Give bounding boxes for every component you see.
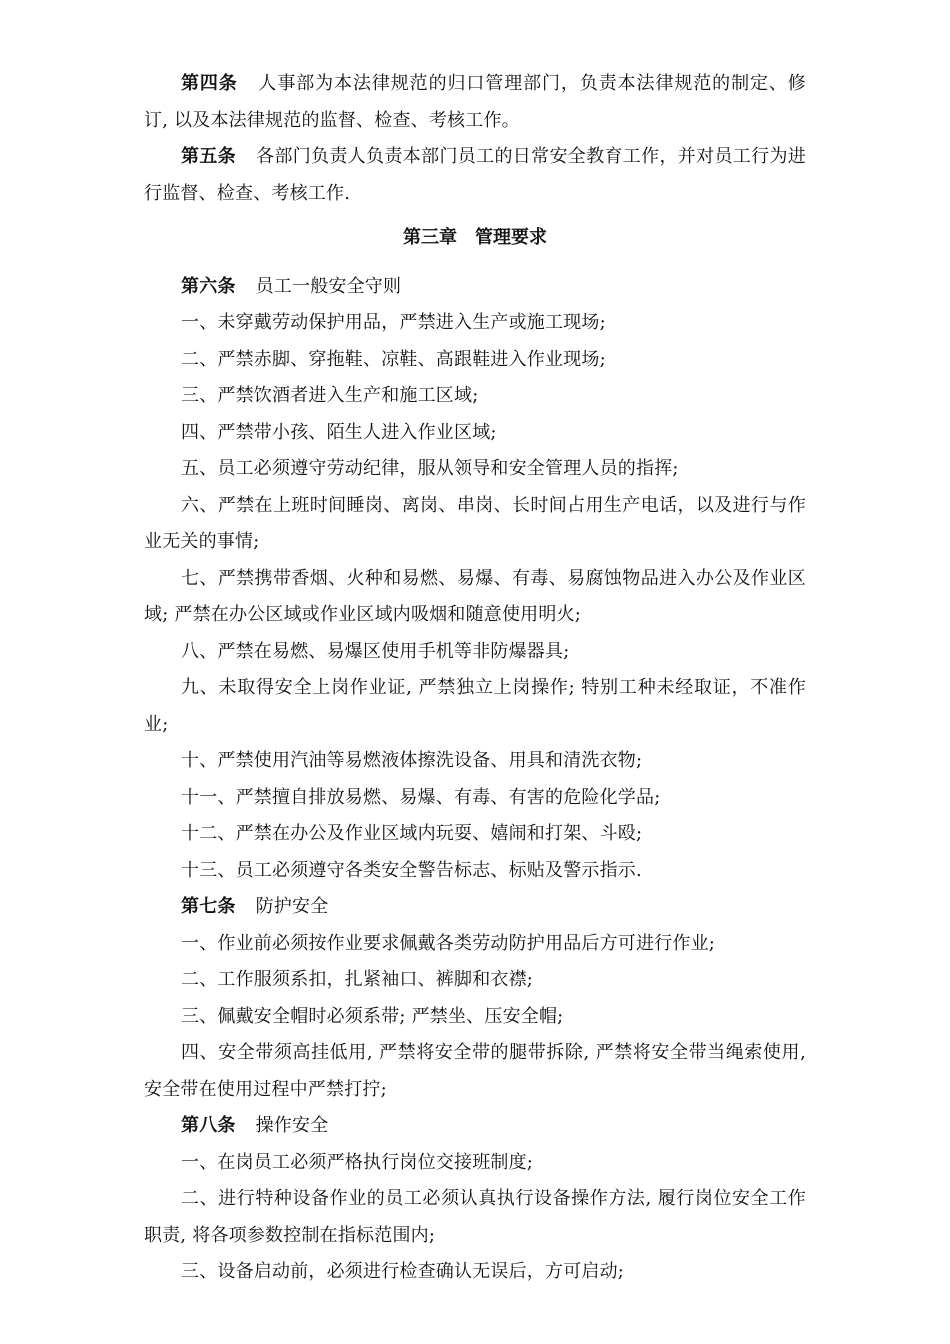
article-label: 第五条	[181, 146, 236, 167]
list-item: 三、严禁饮酒者进入生产和施工区域;	[181, 385, 479, 406]
list-item: 一、作业前必须按作业要求佩戴各类劳动防护用品后方可进行作业;	[181, 932, 716, 954]
list-item: 五、员工必须遵守劳动纪律，服从领导和安全管理人员的指挥;	[181, 458, 679, 479]
article-4	[144, 66, 806, 139]
article-text: 员工一般安全守则	[255, 275, 402, 297]
list-item: 二、进行特种设备作业的员工必须认真执行设备操作方法, 履行岗位安全工作职责, 将各项参数控制在指标范围内;	[144, 1188, 806, 1246]
list-item: 四、严禁带小孩、陌生人进入作业区域;	[181, 421, 497, 443]
article-text: 防护安全	[255, 896, 329, 917]
article-text: 人事部为本法律规范的归口管理部门，负责本法律规范的制定、修订, 以及本法律规范的监督、检查、考核工作。	[144, 73, 806, 131]
chapter-heading: 第三章 管理要求	[403, 227, 547, 248]
list-item: 一、未穿戴劳动保护用品，严禁进入生产或施工现场;	[181, 312, 606, 333]
list-item: 三、佩戴安全帽时必须系带; 严禁坐、压安全帽;	[181, 1005, 564, 1027]
list-item: 七、严禁携带香烟、火种和易燃、易爆、有毒、易腐蚀物品进入办公及作业区域; 严禁在办公区域或作业区域内吸烟和随意使用明火;	[144, 567, 806, 625]
list-item: 六、严禁在上班时间睡岗、离岗、串岗、长时间占用生产电话，以及进行与作业无关的事情;	[144, 494, 806, 552]
list-item: 一、在岗员工必须严格执行岗位交接班制度;	[181, 1151, 534, 1173]
article-text: 各部门负责人负责本部门员工的日常安全教育工作，并对员工行为进行监督、检查、考核工作.	[144, 146, 806, 204]
article-label: 第八条	[181, 1115, 236, 1136]
list-item: 二、严禁赤脚、穿拖鞋、凉鞋、高跟鞋进入作业现场;	[181, 348, 606, 370]
list-item: 十、严禁使用汽油等易燃液体擦洗设备、用具和清洗衣物;	[181, 750, 643, 771]
article-text: 操作安全	[255, 1115, 329, 1136]
list-item: 八、严禁在易燃、易爆区使用手机等非防爆器具;	[181, 640, 570, 662]
list-item: 十一、严禁擅自排放易燃、易爆、有毒、有害的危险化学品;	[181, 786, 661, 808]
document-body	[144, 66, 806, 1291]
list-item: 二、工作服须系扣，扎紧袖口、裤脚和衣襟;	[181, 969, 534, 990]
list-item: 十二、严禁在办公及作业区域内玩耍、嬉闹和打架、斗殴;	[181, 823, 643, 844]
article-8	[144, 1108, 806, 1145]
article-7	[144, 889, 806, 926]
list-item: 三、设备启动前，必须进行检查确认无误后，方可启动;	[181, 1261, 625, 1282]
list-item: 九、未取得安全上岗作业证, 严禁独立上岗操作; 特别工种未经取证，不准作业;	[144, 677, 806, 735]
article-label: 第四条	[181, 73, 238, 94]
article-label: 第六条	[181, 275, 236, 297]
article-6	[144, 269, 806, 306]
list-item: 十三、员工必须遵守各类安全警告标志、标贴及警示指示.	[181, 859, 642, 881]
article-5	[144, 139, 806, 212]
list-item: 四、安全带须高挂低用, 严禁将安全带的腿带拆除, 严禁将安全带当绳索使用, 安全带在使用过程中严禁打拧;	[144, 1042, 806, 1100]
article-label: 第七条	[181, 896, 236, 917]
